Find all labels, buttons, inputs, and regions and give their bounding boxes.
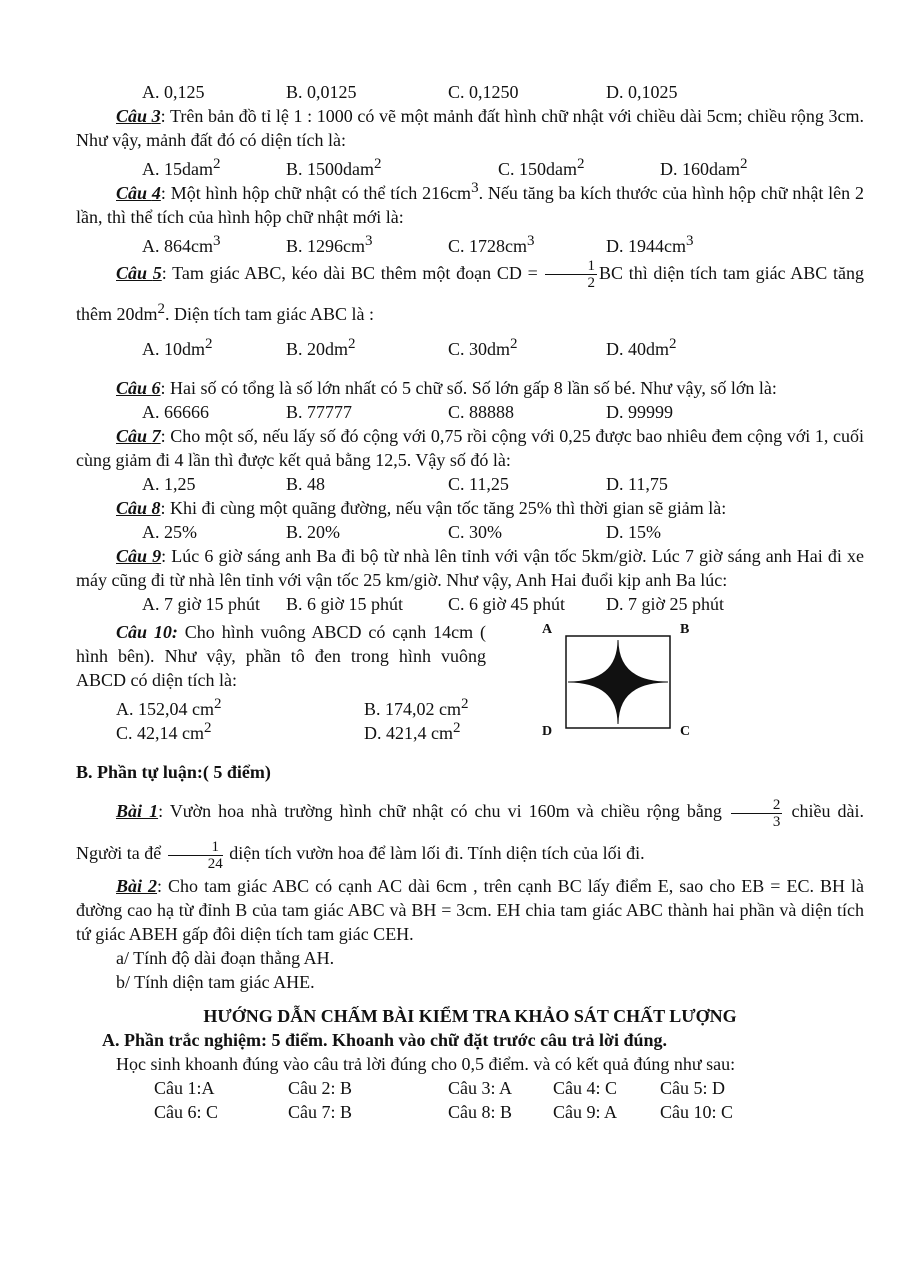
q4-option-d: D. $1944cm^3$ [606, 233, 694, 256]
q9-option-c: C. 6 giờ 45 phút [448, 594, 566, 615]
answer-10: Câu 10: C [660, 1102, 734, 1123]
q2-option-a: A. 0,125 [142, 82, 205, 102]
bai2-part-b: b/ Tính diện tam giác AHE. [116, 972, 315, 993]
q3-option-b: B. 1500dam$^2$ [286, 156, 382, 179]
q7-option-a: A. 1,25 [142, 474, 196, 495]
q9-options [76, 592, 864, 616]
answer-key-section-a: A. Phần trắc nghiệm: 5 điểm. Khoanh vào chữ đặt trước câu trả lời đúng. [102, 1030, 668, 1051]
q10-option-d: D. 421,4 $cm^2$ [364, 720, 461, 744]
q6-option-c: C. 88888 [448, 402, 515, 423]
q8-option-b: B. 20% [286, 522, 340, 543]
q10-option-a: A. 152,04 $cm^2$ [116, 696, 222, 720]
q3-options [76, 152, 864, 179]
answer-2: Câu 2: B [288, 1078, 353, 1099]
q7-option-d: D. 11,75 [606, 474, 668, 495]
q10-text-column [76, 620, 486, 744]
answer-6: Câu 6: C [154, 1102, 219, 1123]
figure-label-c: C [680, 724, 691, 740]
figure-label-b: B [680, 622, 690, 638]
answer-4: Câu 4: C [553, 1078, 618, 1099]
q10-options-row2 [76, 716, 486, 744]
q10-option-c: C. 42,14 $cm^2$ [116, 720, 212, 744]
bai1-text: Bài 1: Vườn hoa nhà trường hình chữ nhật có chu vi 160m và chiều rộng bằng $\frac{2}{3}$ chiều dài. Người ta để $\frac{1}{24}$ diện tích vườn hoa để làm lối đi. Tính diện tích của lối đi. [76, 796, 864, 872]
q8-options [76, 520, 864, 544]
q5-stem: Câu 5: Tam giác ABC, kéo dài BC thêm một đoạn CD = $\frac{1}{2}$ BC thì diện tích tam giác ABC tăng thêm $20dm^2$. Diện tích tam giác ABC là : [76, 258, 865, 325]
part-b-heading: B. Phần tự luận:( 5 điểm) [76, 762, 271, 783]
q10-options-row1 [76, 692, 486, 720]
q3-option-c: C. 150dam$^2$ [498, 156, 585, 179]
q2-options [76, 80, 864, 104]
q9-option-a: A. 7 giờ 15 phút [142, 594, 261, 615]
q4-stem: Câu 4: Một hình hộp chữ nhật có thể tích $216cm^3$. Nếu tăng ba kích thước của hình hộp chữ nhật lên 2 lần, thì thể tích của hình hộp chữ nhật mới là: [76, 180, 864, 227]
q4-options [76, 229, 864, 256]
bai2-part-a: a/ Tính độ dài đoạn thẳng AH. [116, 948, 335, 969]
shaded-star-region [568, 640, 668, 724]
square-diagram [564, 634, 672, 730]
answer-key-row-2 [76, 1100, 864, 1124]
q7-options [76, 472, 864, 496]
q6-stem: Câu 6: Hai số có tổng là số lớn nhất có 5 chữ số. Số lớn gấp 8 lần số bé. Như vậy, số lớn là: [116, 378, 777, 399]
q8-option-a: A. 25% [142, 522, 197, 543]
q4-option-a: A. $864cm^3$ [142, 233, 221, 256]
q5-option-c: C. $30dm^2$ [448, 336, 518, 360]
q6-option-b: B. 77777 [286, 402, 353, 423]
q5-option-d: D. $40dm^2$ [606, 336, 677, 360]
q8-option-d: D. 15% [606, 522, 661, 543]
answer-key-note: Học sinh khoanh đúng vào câu trả lời đúng cho 0,5 điểm. và có kết quả đúng như sau: [116, 1054, 736, 1075]
figure-label-d: D [542, 724, 553, 740]
q10-stem: Câu 10: Cho hình vuông ABCD có cạnh 14cm ( hình bên). Như vậy, phần tô đen trong hình vuông ABCD có diện tích là: [76, 622, 486, 691]
exam-page [76, 80, 864, 1124]
q4-option-c: C. $1728cm^3$ [448, 233, 535, 256]
q8-stem: Câu 8: Khi đi cùng một quãng đường, nếu vận tốc tăng 25% thì thời gian sẽ giảm là: [116, 498, 727, 519]
q5-fraction: $\frac{1}{2}$ [545, 258, 597, 291]
answer-5: Câu 5: D [660, 1078, 725, 1099]
answer-key-title: HƯỚNG DẪN CHẤM BÀI KIỂM TRA KHẢO SÁT CHẤT LƯỢNG [203, 1006, 737, 1027]
q2-option-c: C. 0,1250 [448, 82, 519, 102]
q7-option-b: B. 48 [286, 474, 326, 495]
q9-option-d: D. 7 giờ 25 phút [606, 594, 725, 615]
q3-option-d: D. 160dam$^2$ [660, 156, 748, 179]
answer-3: Câu 3: A [448, 1078, 513, 1099]
answer-key-row-1 [76, 1076, 864, 1100]
bai1-fraction-2: $\frac{1}{24}$ [168, 839, 223, 872]
answer-7: Câu 7: B [288, 1102, 353, 1123]
q5-options [76, 332, 864, 360]
q9-option-b: B. 6 giờ 15 phút [286, 594, 404, 615]
q8-option-c: C. 30% [448, 522, 502, 543]
q5-option-b: B. $20dm^2$ [286, 336, 356, 360]
answer-8: Câu 8: B [448, 1102, 513, 1123]
q5-option-a: A. $10dm^2$ [142, 336, 213, 360]
q2-option-d: D. 0,1025 [606, 82, 678, 102]
q7-option-c: C. 11,25 [448, 474, 509, 495]
square-figure [540, 622, 700, 744]
figure-label-a: A [542, 622, 553, 638]
q10-block [76, 620, 864, 746]
answer-1: Câu 1:A [154, 1078, 215, 1099]
bai2-text: Bài 2: Cho tam giác ABC có cạnh AC dài 6cm , trên cạnh BC lấy điểm E, sao cho EB = EC. BH là đường cao hạ từ đỉnh B của tam giác ABC và BH = 3cm. EH chia tam giác ABC thành hai phần và diện tích tứ giác ABEH gấp đôi diện tích tam giác CEH. [76, 876, 864, 945]
q6-option-d: D. 99999 [606, 402, 673, 423]
q9-stem: Câu 9: Lúc 6 giờ sáng anh Ba đi bộ từ nhà lên tỉnh với vận tốc 5km/giờ. Lúc 7 giờ sáng anh Hai đi xe máy cũng đi từ nhà lên tỉnh với vận tốc 25 km/giờ. Như vậy, Anh Hai đuổi kịp anh Ba lúc: [76, 546, 864, 591]
q6-options [76, 400, 864, 424]
q2-option-b: B. 0,0125 [286, 82, 357, 102]
q3-option-a: A. 15dam$^2$ [142, 156, 221, 179]
q4-option-b: B. $1296cm^3$ [286, 233, 373, 256]
q3-stem: Câu 3: Trên bản đồ tỉ lệ 1 : 1000 có vẽ một mảnh đất hình chữ nhật với chiều dài 5cm; chiều rộng 3cm. Như vậy, mảnh đất đó có diện tích là: [76, 106, 864, 150]
q7-stem: Câu 7: Cho một số, nếu lấy số đó cộng với 0,75 rồi cộng với 0,25 được bao nhiêu đem cộng với 1, cuối cùng giảm đi 4 lần thì được kết quả bằng 12,5. Vậy số đó là: [76, 426, 864, 471]
answer-9: Câu 9: A [553, 1102, 618, 1123]
bai1-fraction-1: $\frac{2}{3}$ [731, 797, 783, 830]
q6-option-a: A. 66666 [142, 402, 209, 423]
q10-option-b: B. 174,02 $cm^2$ [364, 696, 469, 720]
